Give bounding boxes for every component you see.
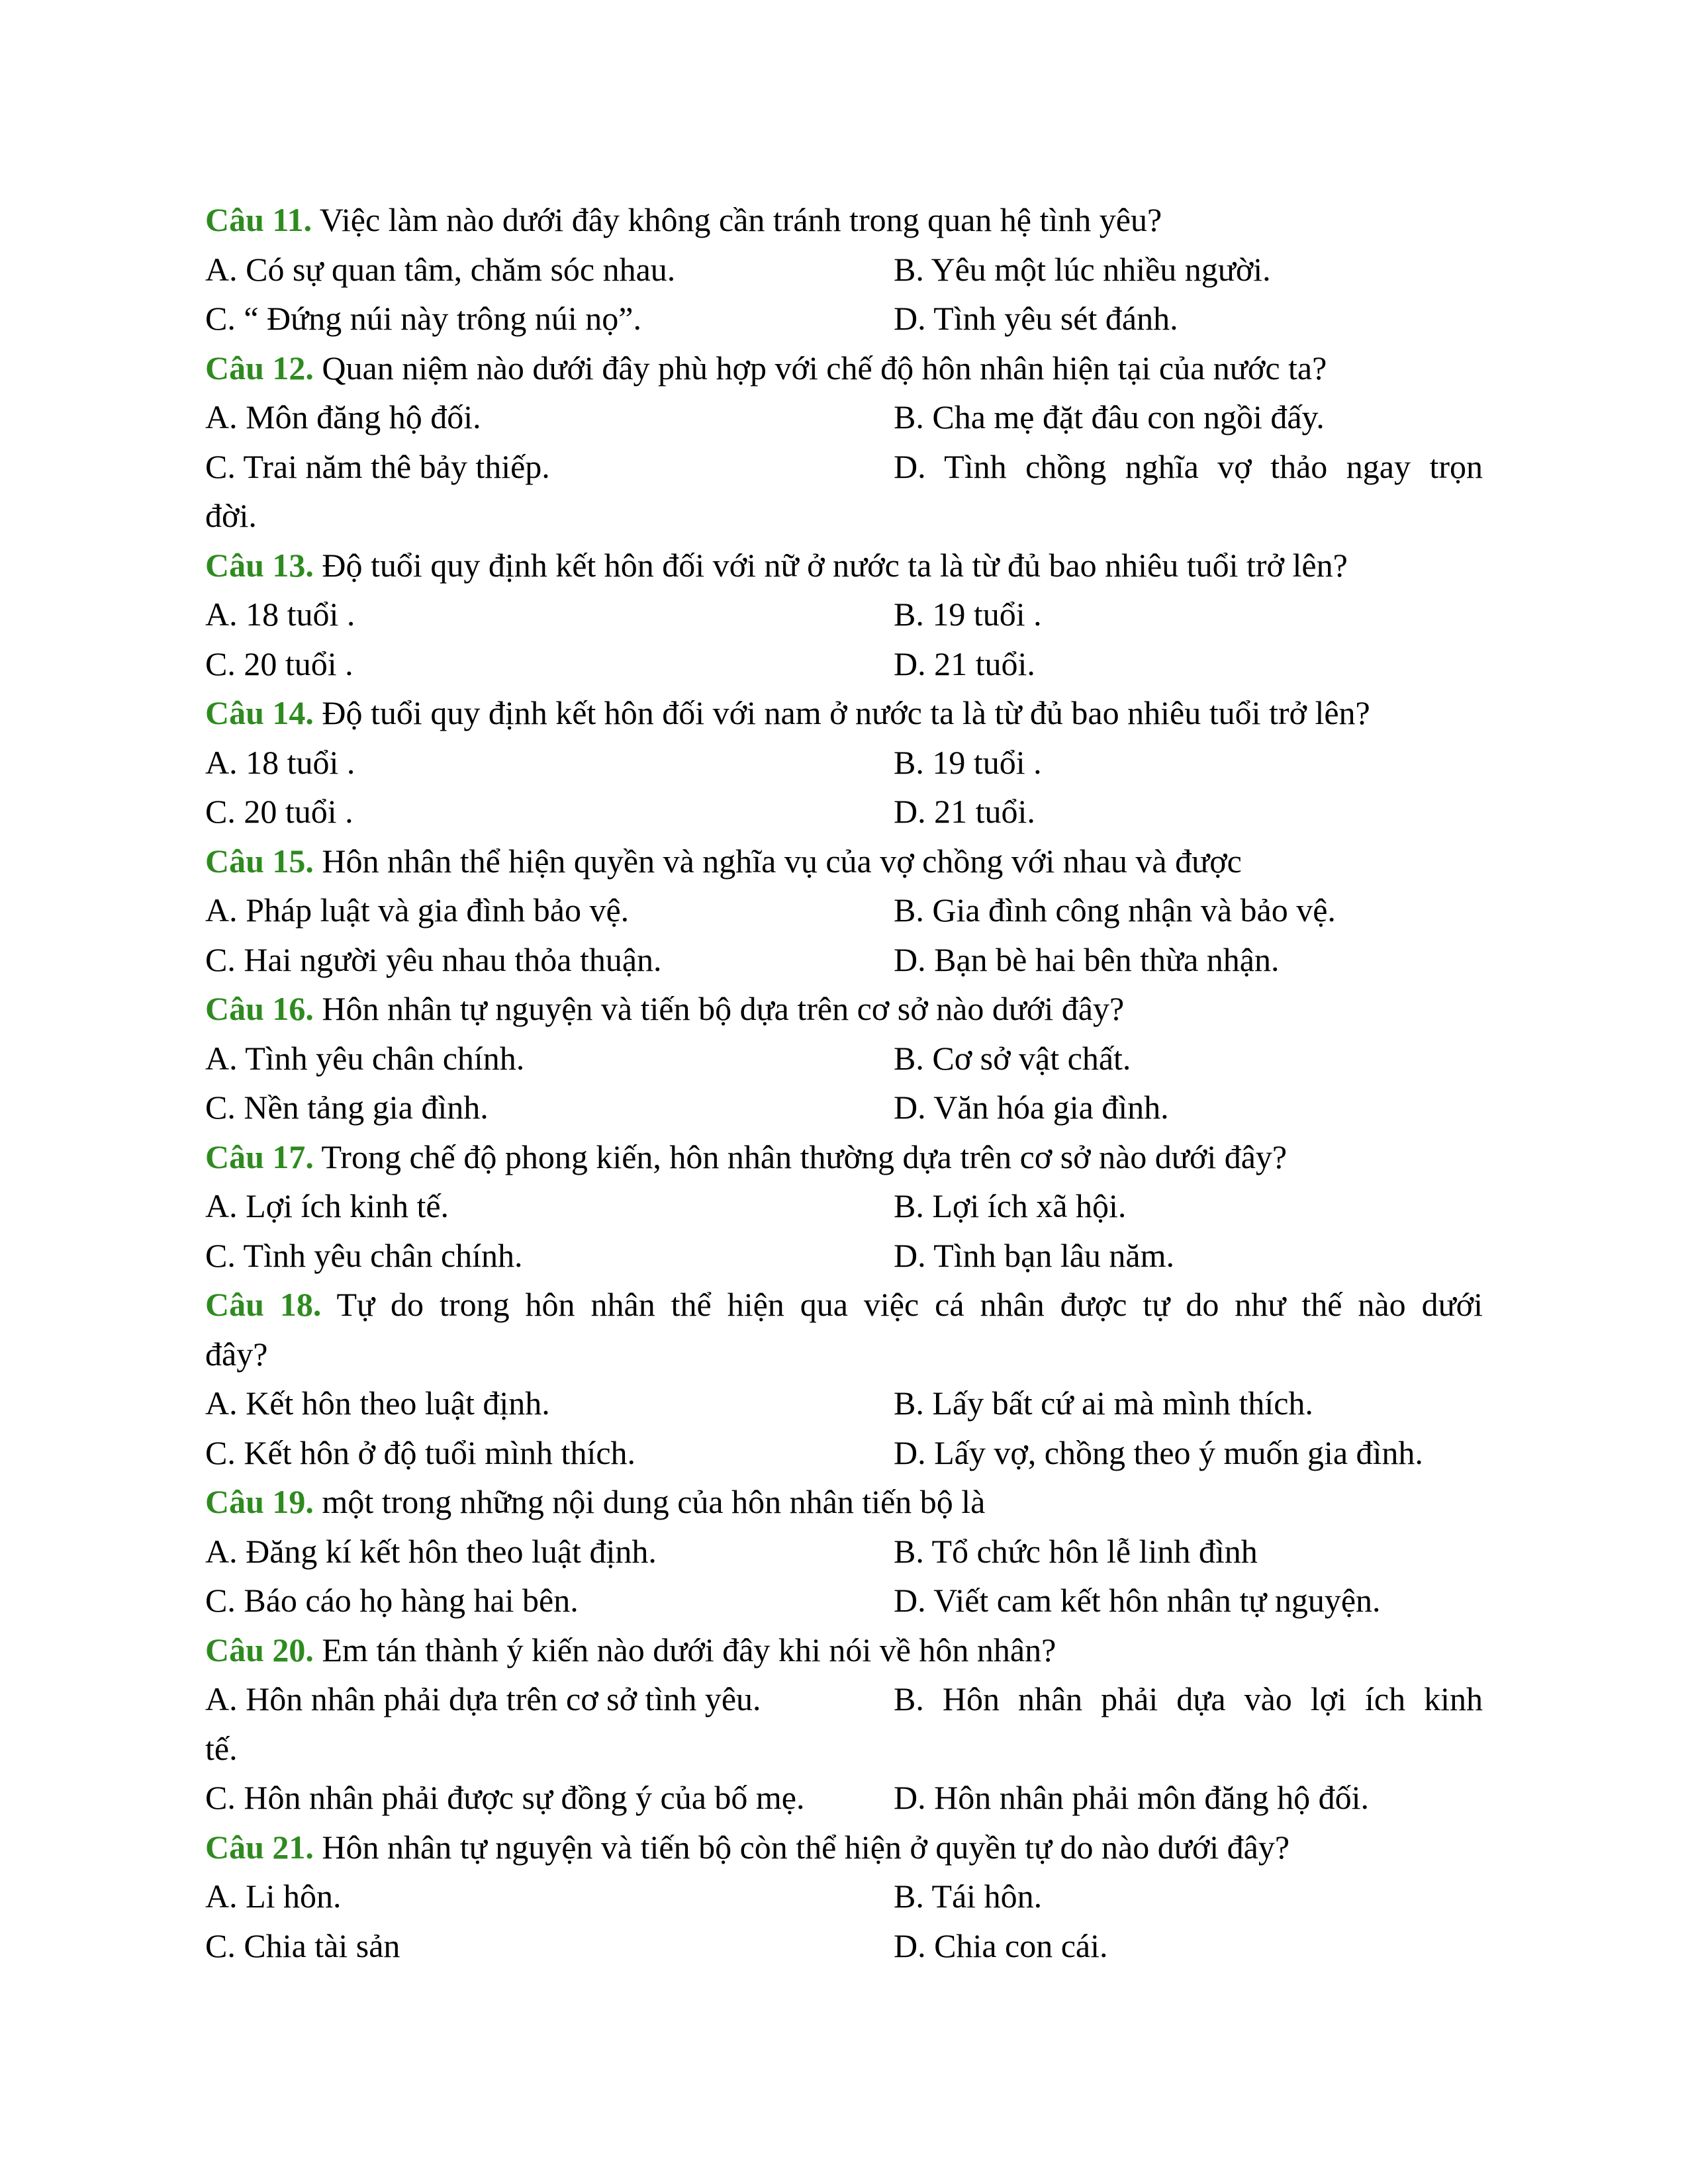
question-text: một trong những nội dung của hôn nhân tiến bộ là [313, 1483, 986, 1520]
option-c: C. Tình yêu chân chính. [205, 1236, 523, 1274]
options-row [205, 1083, 1483, 1132]
option-a: A. Lợi ích kinh tế. [205, 1187, 449, 1224]
option-c: C. Hai người yêu nhau thỏa thuận. [205, 940, 662, 978]
options-row [205, 738, 1483, 788]
option-a: A. Môn đăng hộ đối. [205, 398, 481, 435]
question-label: Câu 16. [205, 990, 314, 1027]
option-d: D. Tình yêu sét đánh. [894, 300, 1178, 337]
option-b: B. Cơ sở vật chất. [894, 1039, 1131, 1077]
question-16 [205, 984, 1483, 1034]
options-row [205, 1773, 1483, 1823]
question-text: Hôn nhân thể hiện quyền và nghĩa vụ của vợ chồng với nhau và được [313, 842, 1242, 880]
option-a: A. Li hôn. [205, 1878, 342, 1915]
option-d-continuation: đời. [205, 497, 257, 534]
option-b: B. Yêu một lúc nhiều người. [894, 250, 1271, 288]
question-18 [205, 1280, 1483, 1330]
option-c: C. “ Đứng núi này trông núi nọ”. [205, 300, 641, 337]
question-label: Câu 17. [205, 1138, 314, 1175]
option-c: C. Kết hôn ở độ tuổi mình thích. [205, 1433, 636, 1471]
question-text: Độ tuổi quy định kết hôn đối với nữ ở nước ta là từ đủ bao nhiêu tuổi trở lên? [313, 546, 1348, 584]
question-label: Câu 18. [205, 1286, 322, 1323]
option-a: A. Pháp luật và gia đình bảo vệ. [205, 891, 630, 929]
question-text: Trong chế độ phong kiến, hôn nhân thường dựa trên cơ sở nào dưới đây? [313, 1138, 1288, 1175]
question-label: Câu 15. [205, 842, 314, 880]
options-row [205, 1872, 1483, 1921]
options-row [205, 392, 1483, 442]
option-d: D. Viết cam kết hôn nhân tự nguyện. [894, 1582, 1381, 1619]
option-b: B. Hôn nhân phải dựa vào lợi ích kinh [894, 1680, 1483, 1717]
option-d: D. Bạn bè hai bên thừa nhận. [894, 940, 1280, 978]
option-a: A. Kết hôn theo luật định. [205, 1385, 550, 1422]
question-11 [205, 195, 1483, 245]
question-13 [205, 541, 1483, 590]
option-d: D. Tình chồng nghĩa vợ thảo ngay trọn [894, 447, 1483, 485]
question-label: Câu 12. [205, 349, 314, 387]
option-c: C. Báo cáo họ hàng hai bên. [205, 1582, 579, 1619]
option-c: C. Chia tài sản [205, 1927, 400, 1964]
question-text: Tự do trong hôn nhân thể hiện qua việc cá nhân được tự do như thế nào dưới [321, 1286, 1483, 1323]
question-14 [205, 688, 1483, 738]
options-row [205, 1527, 1483, 1576]
option-b: B. Tổ chức hôn lễ linh đình [894, 1532, 1258, 1570]
option-b: B. Lấy bất cứ ai mà mình thích. [894, 1385, 1313, 1422]
option-b-continuation: tế. [205, 1729, 238, 1767]
option-d: D. 21 tuổi. [894, 793, 1035, 830]
options-row [205, 1379, 1483, 1428]
options-row [205, 1576, 1483, 1625]
question-text: Quan niệm nào dưới đây phù hợp với chế độ hôn nhân hiện tại của nước ta? [313, 349, 1327, 387]
question-text: Độ tuổi quy định kết hôn đối với nam ở nước ta là từ đủ bao nhiêu tuổi trở lên? [313, 694, 1370, 731]
options-row [205, 787, 1483, 837]
question-text: Hôn nhân tự nguyện và tiến bộ dựa trên cơ sở nào dưới đây? [313, 990, 1125, 1027]
option-a: A. Có sự quan tâm, chăm sóc nhau. [205, 250, 676, 288]
option-c: C. Hôn nhân phải được sự đồng ý của bố mẹ. [205, 1779, 805, 1816]
options-row [205, 294, 1483, 343]
question-17 [205, 1132, 1483, 1182]
option-b: B. 19 tuổi . [894, 743, 1042, 781]
question-label: Câu 13. [205, 546, 314, 584]
option-d: D. Văn hóa gia đình. [894, 1089, 1169, 1126]
option-d: D. Hôn nhân phải môn đăng hộ đối. [894, 1779, 1369, 1816]
options-row [205, 1181, 1483, 1231]
question-15 [205, 837, 1483, 886]
question-label: Câu 21. [205, 1828, 314, 1866]
option-a: A. Tình yêu chân chính. [205, 1039, 525, 1077]
option-a: A. 18 tuổi . [205, 596, 355, 633]
option-b: B. Cha mẹ đặt đâu con ngồi đấy. [894, 398, 1325, 435]
question-label: Câu 11. [205, 201, 312, 238]
options-row [205, 1428, 1483, 1478]
option-c: C. Nền tảng gia đình. [205, 1089, 489, 1126]
question-21 [205, 1823, 1483, 1872]
option-c: C. 20 tuổi . [205, 645, 353, 682]
option-b: B. Gia đình công nhận và bảo vệ. [894, 891, 1336, 929]
option-a: A. Hôn nhân phải dựa trên cơ sở tình yêu. [205, 1680, 761, 1717]
question-text: Hôn nhân tự nguyện và tiến bộ còn thể hiện ở quyền tự do nào dưới đây? [313, 1828, 1290, 1866]
question-label: Câu 14. [205, 694, 314, 731]
option-b: B. Tái hôn. [894, 1878, 1043, 1915]
question-label: Câu 19. [205, 1483, 314, 1520]
option-a: A. Đăng kí kết hôn theo luật định. [205, 1532, 657, 1570]
question-20 [205, 1625, 1483, 1675]
option-d: D. Tình bạn lâu năm. [894, 1236, 1174, 1274]
option-b: B. Lợi ích xã hội. [894, 1187, 1127, 1224]
option-d: D. Chia con cái. [894, 1927, 1108, 1964]
option-d: D. Lấy vợ, chồng theo ý muốn gia đình. [894, 1433, 1423, 1471]
quiz-page [205, 195, 1483, 1970]
options-row [205, 1921, 1483, 1971]
options-row [205, 886, 1483, 935]
options-row [205, 639, 1483, 689]
option-d: D. 21 tuổi. [894, 645, 1035, 682]
option-a: A. 18 tuổi . [205, 743, 355, 781]
options-row [205, 590, 1483, 639]
question-text: Em tán thành ý kiến nào dưới đây khi nói về hôn nhân? [313, 1631, 1056, 1668]
question-19 [205, 1477, 1483, 1527]
option-c: C. 20 tuổi . [205, 793, 353, 830]
question-label: Câu 20. [205, 1631, 314, 1668]
question-12 [205, 343, 1483, 393]
question-text: Việc làm nào dưới đây không cần tránh trong quan hệ tình yêu? [312, 201, 1162, 238]
question-text-continuation: đây? [205, 1335, 268, 1373]
options-row [205, 442, 1483, 492]
options-row [205, 1231, 1483, 1281]
option-c: C. Trai năm thê bảy thiếp. [205, 447, 550, 485]
options-row [205, 245, 1483, 295]
options-row [205, 1034, 1483, 1083]
options-row [205, 935, 1483, 985]
option-b: B. 19 tuổi . [894, 596, 1042, 633]
options-row [205, 1674, 1483, 1724]
